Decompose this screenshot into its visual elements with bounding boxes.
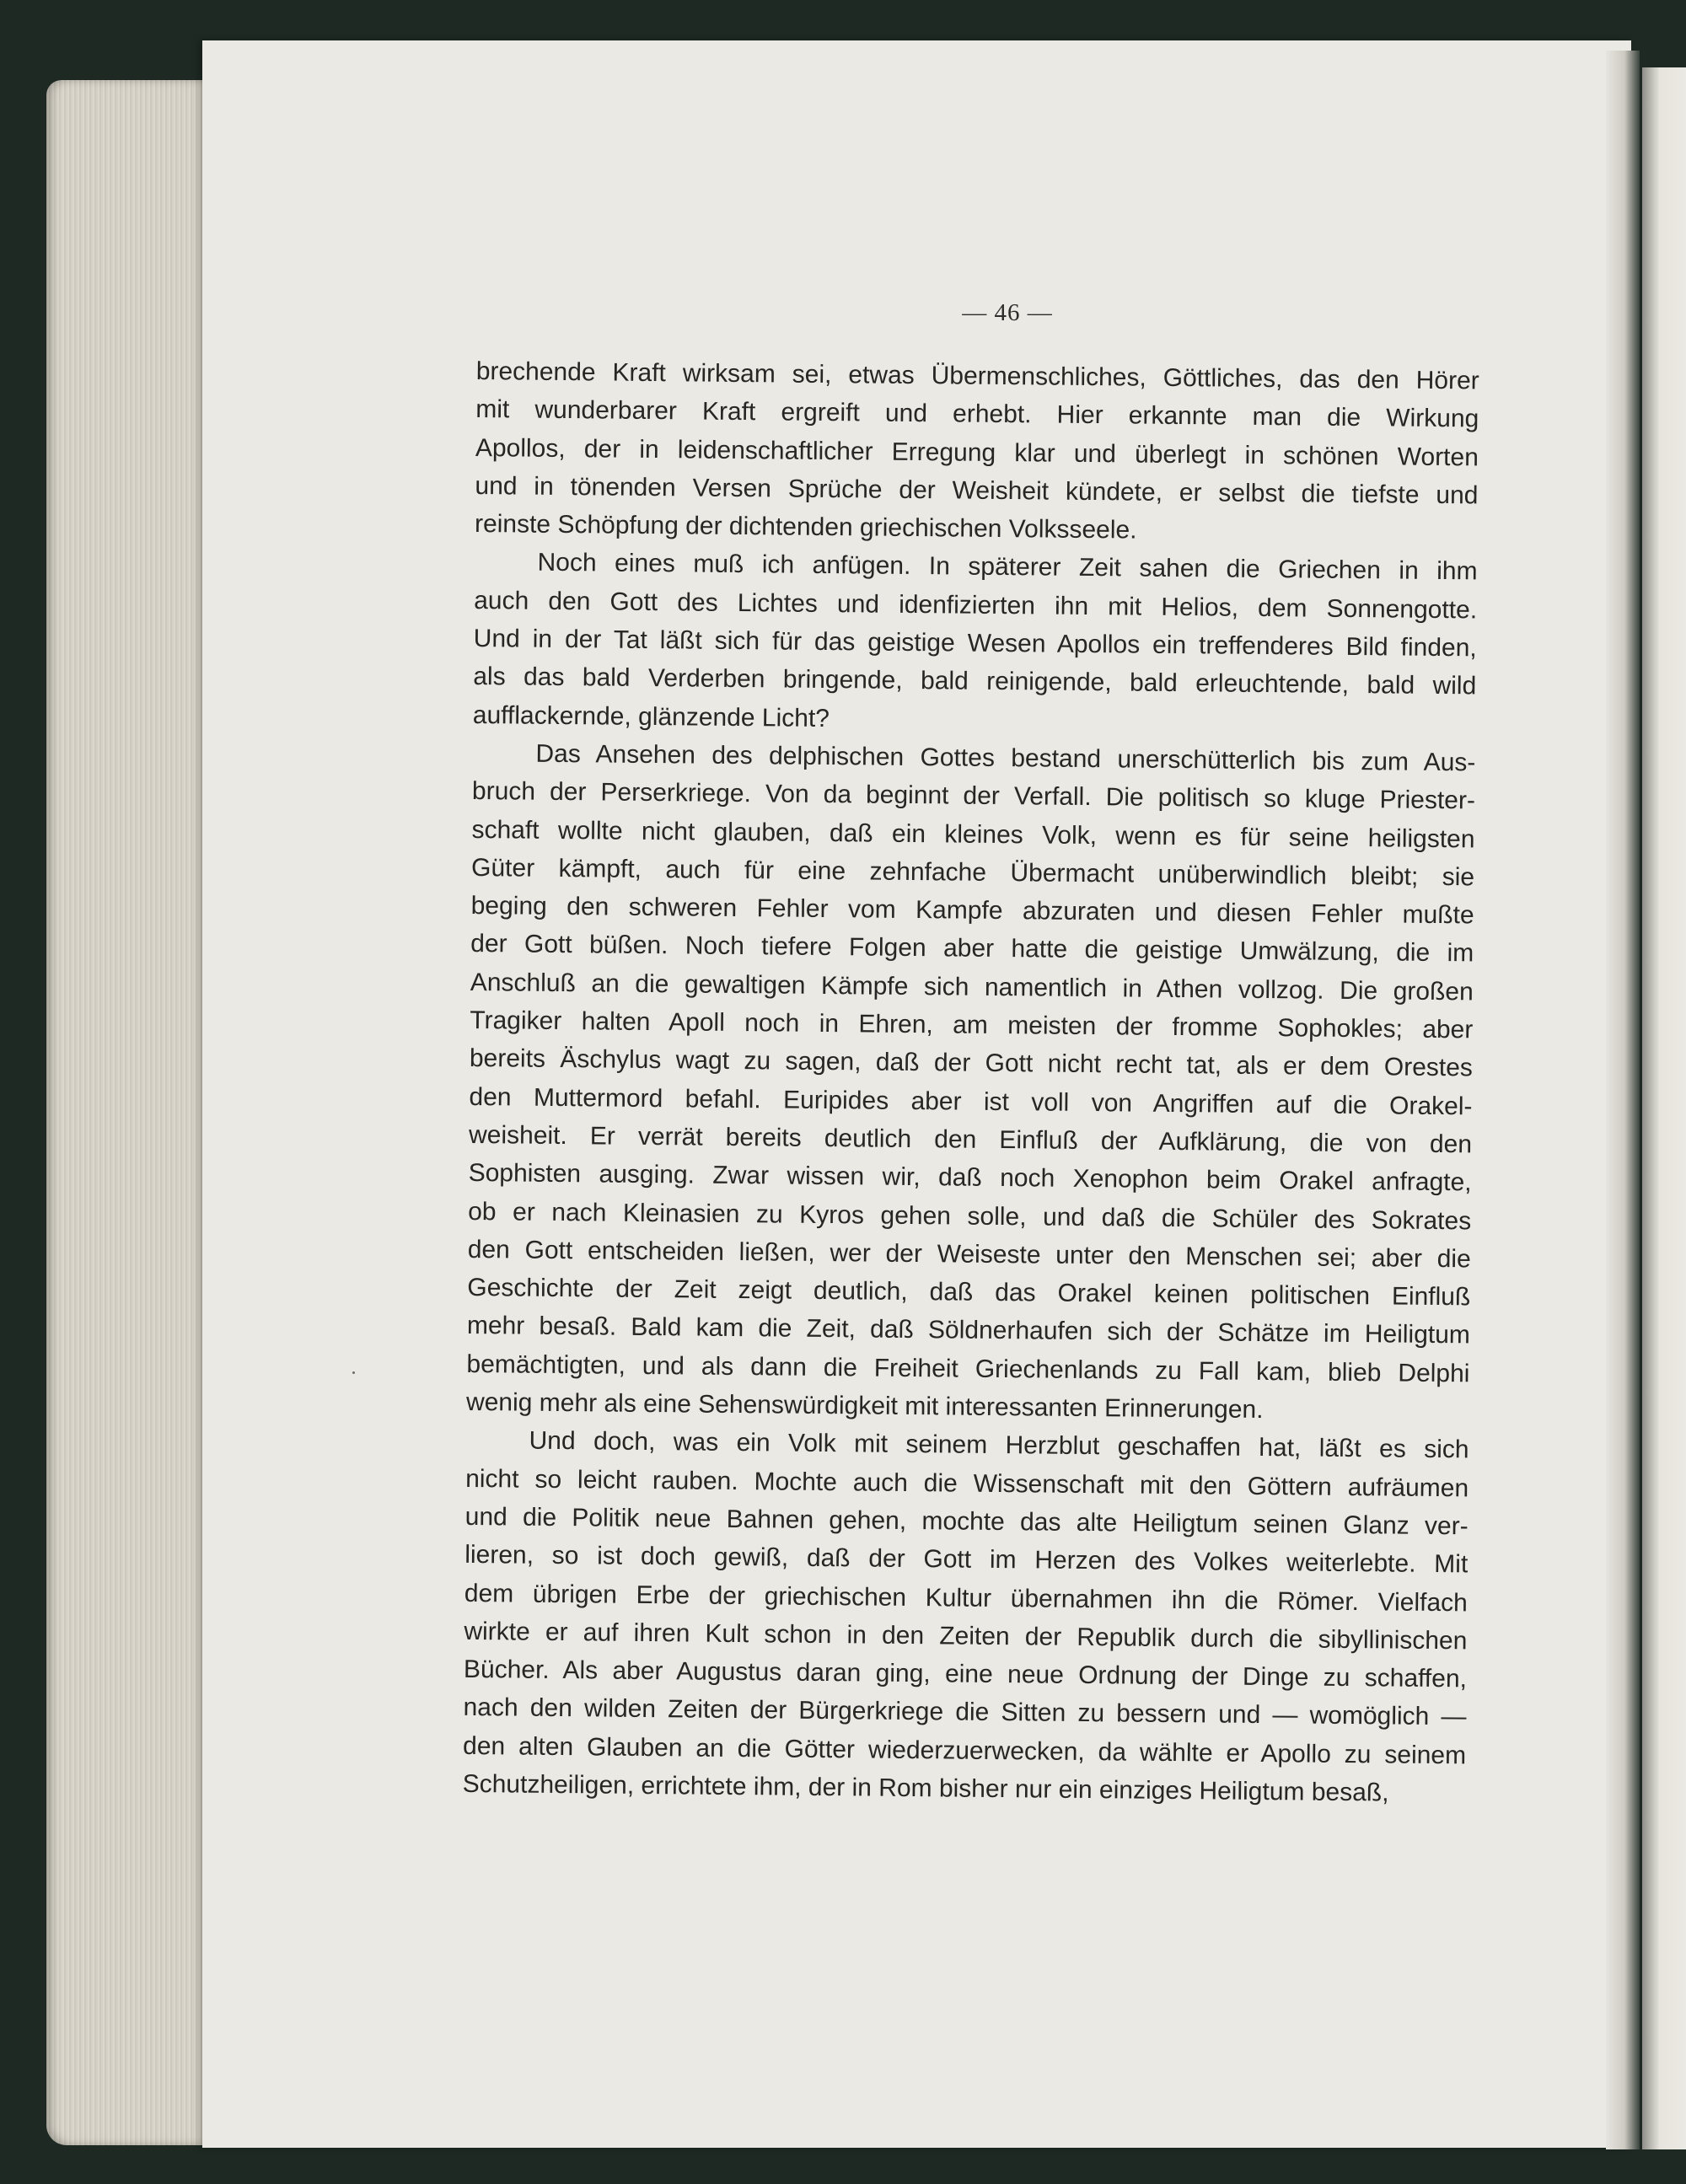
text-line: Tragiker halten Apoll noch in Ehren, am meisten der fromme Sophokles; aber	[470, 1006, 1474, 1044]
text-line: lieren, so ist doch gewiß, daß der Gott im Herzen des Volkes weiterlebte. Mit	[464, 1541, 1469, 1579]
paragraph	[466, 734, 1476, 1431]
text-line: beging den schweren Fehler vom Kampfe abzuraten und diesen Fehler mußte	[470, 892, 1474, 930]
text-line: den Gott entscheiden ließen, wer der Weiseste unter den Menschen sei; aber die	[467, 1235, 1471, 1274]
text-line: wenig mehr als eine Sehenswürdigkeit mit interessanten Erinnerungen.	[465, 1387, 1264, 1425]
text-line: nach den wilden Zeiten der Bürgerkriege die Sitten zu bessern und — womöglich —	[463, 1693, 1467, 1731]
book-page-edges	[46, 80, 215, 2145]
text-line: den Muttermord befahl. Euripides aber ist voll von Angriffen auf die Orakel-	[469, 1082, 1473, 1121]
text-line: Sophisten ausging. Zwar wissen wir, daß noch Xenophon beim Orakel anfragte,	[468, 1159, 1472, 1197]
text-line: und in tönenden Versen Sprüche der Weisheit kündete, er selbst die tiefste und	[475, 471, 1479, 510]
text-line: wirkte er auf ihren Kult schon in den Zeiten der Republik durch die sibyllinischen	[464, 1617, 1468, 1655]
body-text	[462, 352, 1479, 1813]
text-line: Güter kämpft, auch für eine zehnfache Übermacht unüberwindlich bleibt; sie	[470, 853, 1475, 892]
text-line: Anschluß an die gewaltigen Kämpfe sich namentlich in Athen vollzog. Die großen	[470, 968, 1474, 1006]
text-line: auch den Gott des Lichtes und idenfizierten ihn mit Helios, dem Sonnengotte.	[474, 586, 1478, 625]
paper-speck	[352, 1371, 355, 1374]
text-line: Bücher. Als aber Augustus daran ging, eine neue Ordnung der Dinge zu schaffen,	[463, 1655, 1468, 1693]
text-line: Und in der Tat läßt sich für das geistige Wesen Apollos ein treffenderes Bild finden,	[473, 625, 1477, 663]
paragraph	[475, 352, 1479, 553]
text-line: Geschichte der Zeit zeigt deutlich, daß das Orakel keinen politischen Einfluß	[467, 1274, 1471, 1312]
text-line: als das bald Verderben bringende, bald reinigende, bald erleuchtende, bald wild	[473, 663, 1477, 700]
text-line: bruch der Perserkriege. Von da beginnt der Verfall. Die politisch so kluge Priester-	[471, 777, 1476, 815]
text-line: bereits Äschylus wagt zu sagen, daß der Gott nicht recht tat, als er dem Orestes	[469, 1044, 1474, 1082]
text-line: Apollos, der in leidenschaftlicher Erregung klar und überlegt in schönen Worten	[475, 433, 1479, 472]
text-line: Noch eines muß ich anfügen. In späterer Zeit sahen die Griechen in ihm	[537, 549, 1478, 586]
text-line: schaft wollte nicht glauben, daß ein kleines Volk, wenn es für seine heiligsten	[471, 815, 1475, 853]
text-line: weisheit. Er verrät bereits deutlich den Einfluß der Aufklärung, die von den	[468, 1120, 1473, 1159]
text-line: mit wunderbarer Kraft ergreift und erhebt. Hier erkannte man die Wirkung	[475, 395, 1479, 433]
text-line: dem übrigen Erbe der griechischen Kultur übernahmen ihn die Römer. Vielfach	[464, 1579, 1468, 1617]
text-line: mehr besaß. Bald kam die Zeit, daß Söldnerhaufen sich der Schätze im Heiligtum	[466, 1312, 1471, 1350]
text-line: den alten Glauben an die Götter wiederzuerwecken, da wählte er Apollo zu seinem	[462, 1731, 1467, 1770]
text-line: aufflackernde, glänzende Licht?	[472, 700, 830, 732]
facing-page	[1642, 67, 1686, 2149]
text-line: Schutzheiligen, errichtete ihm, der in Rom bisher nur ein einziges Heiligtum besaß,	[462, 1769, 1389, 1807]
text-line: der Gott büßen. Noch tiefere Folgen aber hatte die geistige Umwälzung, die im	[470, 930, 1474, 968]
book-gutter	[1606, 51, 1640, 2149]
text-line: nicht so leicht rauben. Mochte auch die Wissenschaft mit den Göttern aufräumen	[465, 1464, 1469, 1502]
paragraph	[473, 543, 1478, 743]
text-line: reinste Schöpfung der dichtenden griechischen Volksseele.	[474, 510, 1137, 545]
text-line: brechende Kraft wirksam sei, etwas Übermenschliches, Göttliches, das den Hörer	[475, 357, 1479, 395]
text-line: bemächtigten, und als dann die Freiheit Griechenlands zu Fall kam, blieb Delphi	[466, 1350, 1470, 1388]
text-line: Das Ansehen des delphischen Gottes bestand unerschütterlich bis zum Aus-	[535, 739, 1476, 777]
text-line: ob er nach Kleinasien zu Kyros gehen solle, und daß die Schüler des Sokrates	[468, 1197, 1472, 1235]
paragraph	[462, 1421, 1469, 1812]
text-line: und die Politik neue Bahnen gehen, mochte das alte Heiligtum seinen Glanz ver-	[464, 1502, 1469, 1541]
page-number: — 46 —	[962, 299, 1053, 326]
text-line: Und doch, was ein Volk mit seinem Herzblut geschaffen hat, läßt es sich	[529, 1426, 1469, 1464]
